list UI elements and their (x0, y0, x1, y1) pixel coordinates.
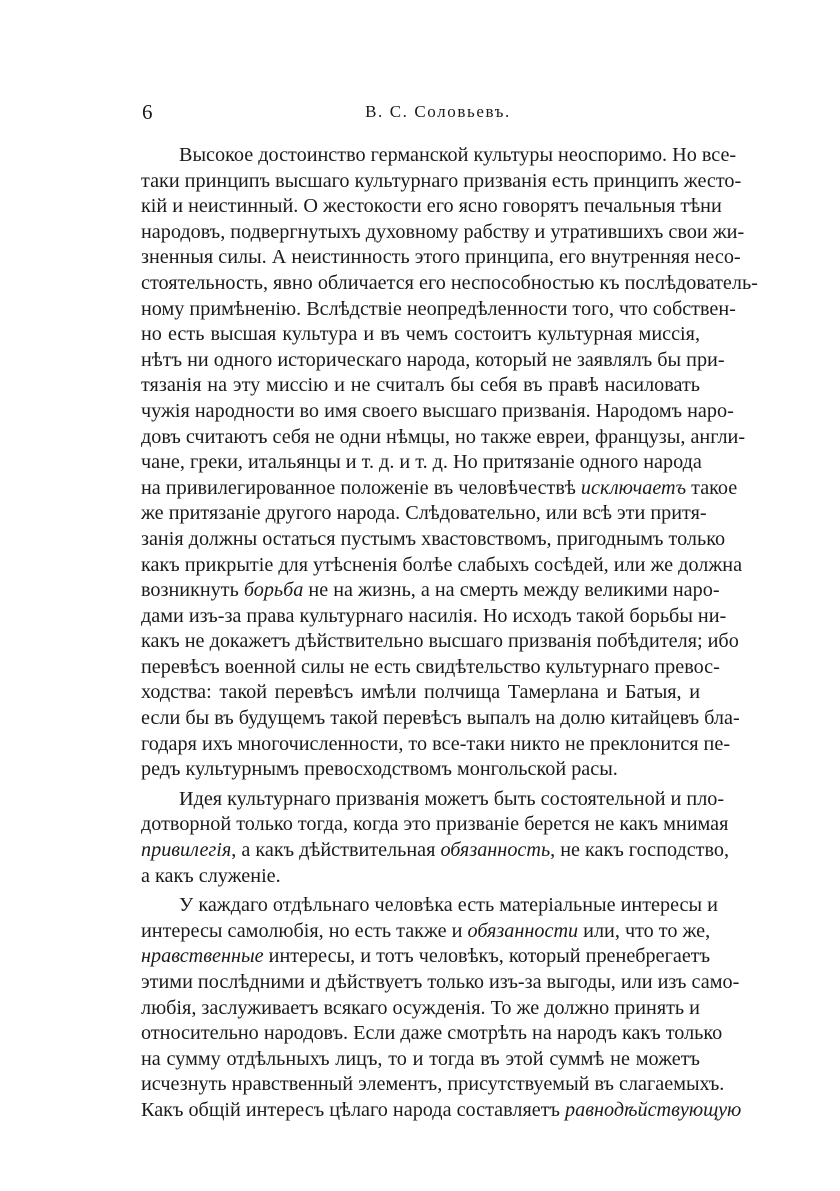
text-line (141, 919, 711, 945)
text-line (141, 757, 700, 783)
paragraph (141, 143, 758, 783)
text-run: кій и неистинный. О жестокости его ясно говорятъ печальныя тѣни (141, 195, 722, 218)
text-line (141, 553, 743, 579)
text-line (141, 604, 727, 630)
text-run: же притязаніе другого народа. Слѣдовательно, или всѣ эти притя- (141, 502, 707, 525)
text-line (141, 501, 707, 527)
text-run: Какъ общій интересъ цѣлаго народа составляетъ (141, 1098, 566, 1121)
text-line (141, 297, 736, 323)
text-line (141, 970, 740, 996)
italic-text: исключаетъ (580, 476, 687, 499)
text-run: перевѣсъ военной силы не есть свидѣтельство культурнаго превос- (141, 655, 720, 678)
text-run: , не какъ господство, (550, 839, 730, 862)
text-line (141, 450, 700, 476)
text-line (141, 527, 726, 553)
text-line (141, 373, 700, 399)
text-line (141, 706, 740, 732)
text-run: если бы въ будущемъ такой перевѣсъ выпалъ на долю китайцевъ бла- (141, 707, 740, 730)
text-line (141, 143, 737, 169)
text-run: какъ не докажетъ дѣйствительно высшаго призванія побѣдителя; ибо (141, 630, 739, 653)
text-run: интересы самолюбія, но есть также и (141, 919, 468, 942)
page-header (142, 100, 698, 130)
italic-text: нравственные (141, 945, 264, 968)
italic-text: обязанности (467, 919, 579, 942)
text-run: но есть высшая культура и въ чемъ состоитъ культурная миссія, (141, 323, 700, 346)
text-run: народовъ, подвергнутыхъ духовному рабству и утратившихъ свои жи- (141, 220, 745, 243)
text-line (141, 1021, 723, 1047)
text-run: чужія народности во имя своего высшаго призванія. Народомъ наро- (141, 399, 734, 422)
text-run: тязанія на эту миссію и не считалъ бы себя въ правѣ насиловать (141, 374, 700, 397)
text-run: дами изъ-за права культурнаго насилія. Но исходъ такой борьбы ни- (141, 604, 727, 627)
text-line (141, 944, 711, 970)
text-line (141, 1047, 700, 1073)
text-line (141, 1072, 725, 1098)
text-line (141, 194, 722, 220)
text-run: ному примѣненію. Вслѣдствіе неопредѣленности того, что собствен- (141, 297, 736, 320)
italic-text: равнодѣйствующую (565, 1098, 742, 1121)
text-run: занія должны остаться пустымъ хвастовствомъ, пригоднымъ только (141, 527, 726, 550)
text-line (141, 322, 700, 348)
text-run: на сумму отдѣльныхъ лицъ, то и тогда въ этой суммѣ не можетъ (141, 1047, 700, 1070)
text-run: , а какъ дѣйствительная (231, 839, 441, 862)
italic-text: обязанность (440, 839, 551, 862)
text-line (141, 864, 700, 890)
text-run: нѣтъ ни одного историческаго народа, который не заявлялъ бы при- (141, 348, 725, 371)
text-run: Высокое достоинство германской культуры неоспоримо. Но все- (179, 144, 737, 166)
text-run: этими послѣдними и дѣйствуетъ только изъ-за выгоды, или изъ само- (141, 971, 740, 993)
paragraph (141, 893, 742, 1123)
text-run: зненныя силы. А неистинность этого принципа, его внутренняя несо- (141, 246, 741, 269)
text-run: такое (686, 476, 738, 499)
text-run: возникнуть (141, 579, 244, 602)
text-line (141, 220, 745, 246)
text-run: исчезнуть нравственный элементъ, присутствуемый въ слагаемыхъ. (141, 1073, 725, 1096)
text-line (141, 348, 725, 374)
text-run: или, что то же, (578, 919, 711, 942)
text-run: годаря ихъ многочисленности, то все-таки никто не преклонится пе- (141, 732, 731, 755)
text-line (141, 812, 729, 838)
text-line (141, 996, 700, 1022)
italic-text: привилегія (141, 839, 232, 862)
text-line (141, 245, 741, 271)
text-line (141, 787, 725, 813)
text-run: на привилегированное положеніе въ человѣчествѣ (141, 476, 581, 499)
text-run: стоятельность, явно обличается его неспособностью къ послѣдователь- (141, 271, 758, 294)
text-run: У каждаго отдѣльнаго человѣка есть матеріальные интересы и (179, 894, 718, 917)
text-run: довъ считаютъ себя не одни нѣмцы, но также евреи, французы, англи- (141, 425, 746, 448)
text-line (141, 680, 700, 706)
text-line (141, 1098, 742, 1124)
text-run: ходства: такой перевѣсъ имѣли полчища Тамерлана и Батыя, и (141, 681, 700, 704)
body-text (141, 143, 758, 1124)
text-run: не на жизнь, а на смерть между великими наро- (303, 579, 720, 602)
text-run: Идея культурнаго призванія можетъ быть состоятельной и пло- (179, 787, 725, 810)
text-line (141, 838, 730, 864)
italic-text: борьба (243, 579, 304, 602)
text-line (141, 169, 742, 195)
paragraph (141, 787, 730, 889)
text-run: таки принципъ высшаго культурнаго призванія есть принципъ жесто- (141, 169, 742, 192)
text-run: относительно народовъ. Если даже смотрѣть на народъ какъ только (141, 1022, 723, 1045)
text-run: дотворной только тогда, когда это призваніе берется не какъ мнимая (141, 813, 729, 836)
page-number: 6 (142, 100, 153, 124)
text-line (141, 629, 739, 655)
text-line (141, 399, 734, 425)
text-run: редъ культурнымъ превосходствомъ монгольской расы. (141, 758, 618, 781)
text-run: чане, греки, итальянцы и т. д. и т. д. Но притязаніе одного народа (141, 451, 702, 474)
text-run: интересы, и тотъ человѣкъ, который пренебрегаетъ (263, 945, 711, 968)
text-line (141, 732, 731, 758)
text-line (141, 655, 720, 681)
text-line (141, 578, 720, 604)
text-run: любія, заслуживаетъ всякаго осужденія. То же должно принять и (141, 996, 700, 1019)
text-run: а какъ служеніе. (141, 864, 281, 887)
text-line (141, 476, 738, 502)
text-line (141, 893, 718, 919)
text-line (141, 271, 758, 297)
running-head: В. С. Соловьевъ. (365, 102, 511, 121)
text-line (141, 425, 746, 451)
text-run: какъ прикрытіе для утѣсненія болѣе слабыхъ сосѣдей, или же должна (141, 553, 743, 576)
